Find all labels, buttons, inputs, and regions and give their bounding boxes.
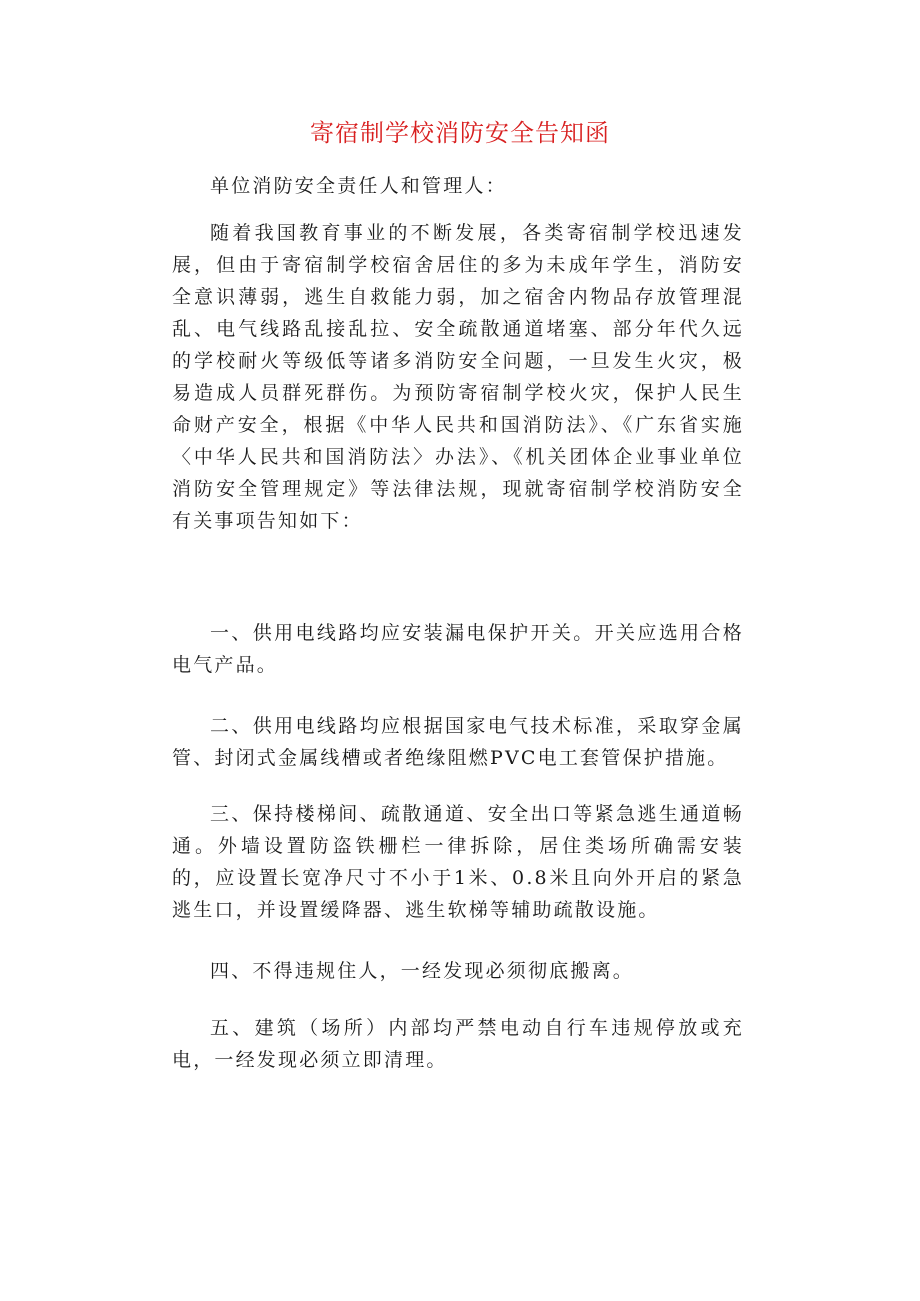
notice-item-1: 一、供用电线路均应安装漏电保护开关。开关应选用合格电气产品。 [172, 622, 744, 676]
notice-item-4: 四、不得违规住人，一经发现必须彻底搬离。 [210, 960, 635, 982]
notice-item-3: 三、保持楼梯间、疏散通道、安全出口等紧急逃生通道畅通。外墙设置防盗铁栅栏一律拆除，居住类场所确需安装的，应设置长宽净尺寸不小于1米、0.8米且向外开启的紧急逃生口，并设置缓降器、逃生软梯等辅助疏散设施。 [172, 803, 744, 921]
notice-item-5: 五、建筑（场所）内部均严禁电动自行车违规停放或充电，一经发现必须立即清理。 [172, 1017, 744, 1071]
salutation: 单位消防安全责任人和管理人： [210, 175, 507, 197]
intro-paragraph: 随着我国教育事业的不断发展，各类寄宿制学校迅速发展，但由于寄宿制学校宿舍居住的多为未成年学生，消防安全意识薄弱，逃生自救能力弱，加之宿舍内物品存放管理混乱、电气线路乱接乱拉、安全疏散通道堵塞、部分年代久远的学校耐火等级低等诸多消防安全问题，一旦发生火灾，极易造成人员群死群伤。为预防寄宿制学校火灾，保护人民生命财产安全，根据《中华人民共和国消防法》、《广东省实施〈中华人民共和国消防法〉办法》、《机关团体企业事业单位消防安全管理规定》等法律法规，现就寄宿制学校消防安全有关事项告知如下： [172, 222, 744, 532]
document-title: 寄宿制学校消防安全告知函 [310, 119, 610, 147]
notice-item-2: 二、供用电线路均应根据国家电气技术标准，采取穿金属管、封闭式金属线槽或者绝缘阻燃PVC电工套管保护措施。 [172, 715, 744, 769]
